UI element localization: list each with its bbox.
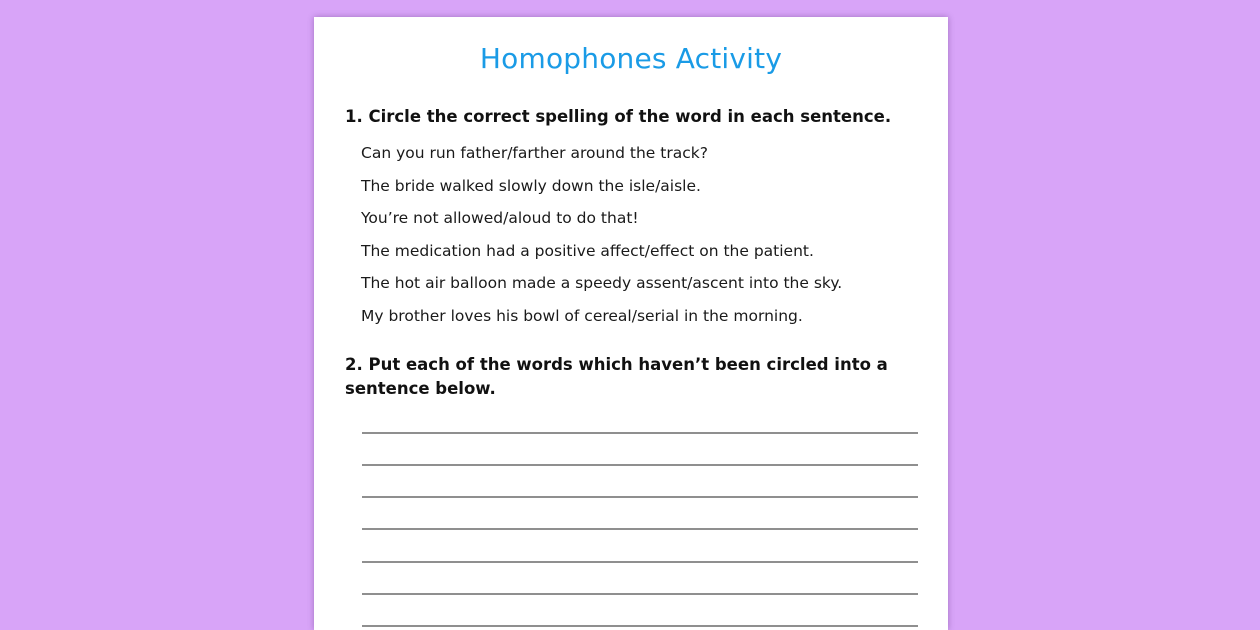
writing-line[interactable] bbox=[362, 496, 918, 498]
writing-line[interactable] bbox=[362, 625, 918, 627]
sentence-item: My brother loves his bowl of cereal/serial in the morning. bbox=[361, 306, 803, 325]
worksheet-page bbox=[314, 17, 948, 630]
question-1-instruction: 1. Circle the correct spelling of the word in each sentence. bbox=[345, 107, 892, 126]
sentence-list bbox=[361, 144, 842, 339]
sentence-item: The hot air balloon made a speedy assent/ascent into the sky. bbox=[361, 274, 843, 292]
writing-line[interactable] bbox=[362, 593, 918, 595]
writing-line[interactable] bbox=[362, 432, 918, 434]
sentence-item: Can you run father/farther around the track? bbox=[361, 144, 708, 162]
worksheet-title: Homophones Activity bbox=[479, 42, 783, 75]
sentence-item: The medication had a positive affect/effect on the patient. bbox=[361, 241, 814, 260]
sentence-item: The bride walked slowly down the isle/aisle. bbox=[361, 176, 701, 195]
writing-line[interactable] bbox=[362, 528, 918, 530]
writing-line[interactable] bbox=[362, 561, 918, 563]
sentence-item: You’re not allowed/aloud to do that! bbox=[361, 209, 639, 227]
question-2-instruction: 2. Put each of the words which haven’t been circled into a sentence below. bbox=[345, 355, 888, 398]
writing-line[interactable] bbox=[362, 464, 918, 466]
